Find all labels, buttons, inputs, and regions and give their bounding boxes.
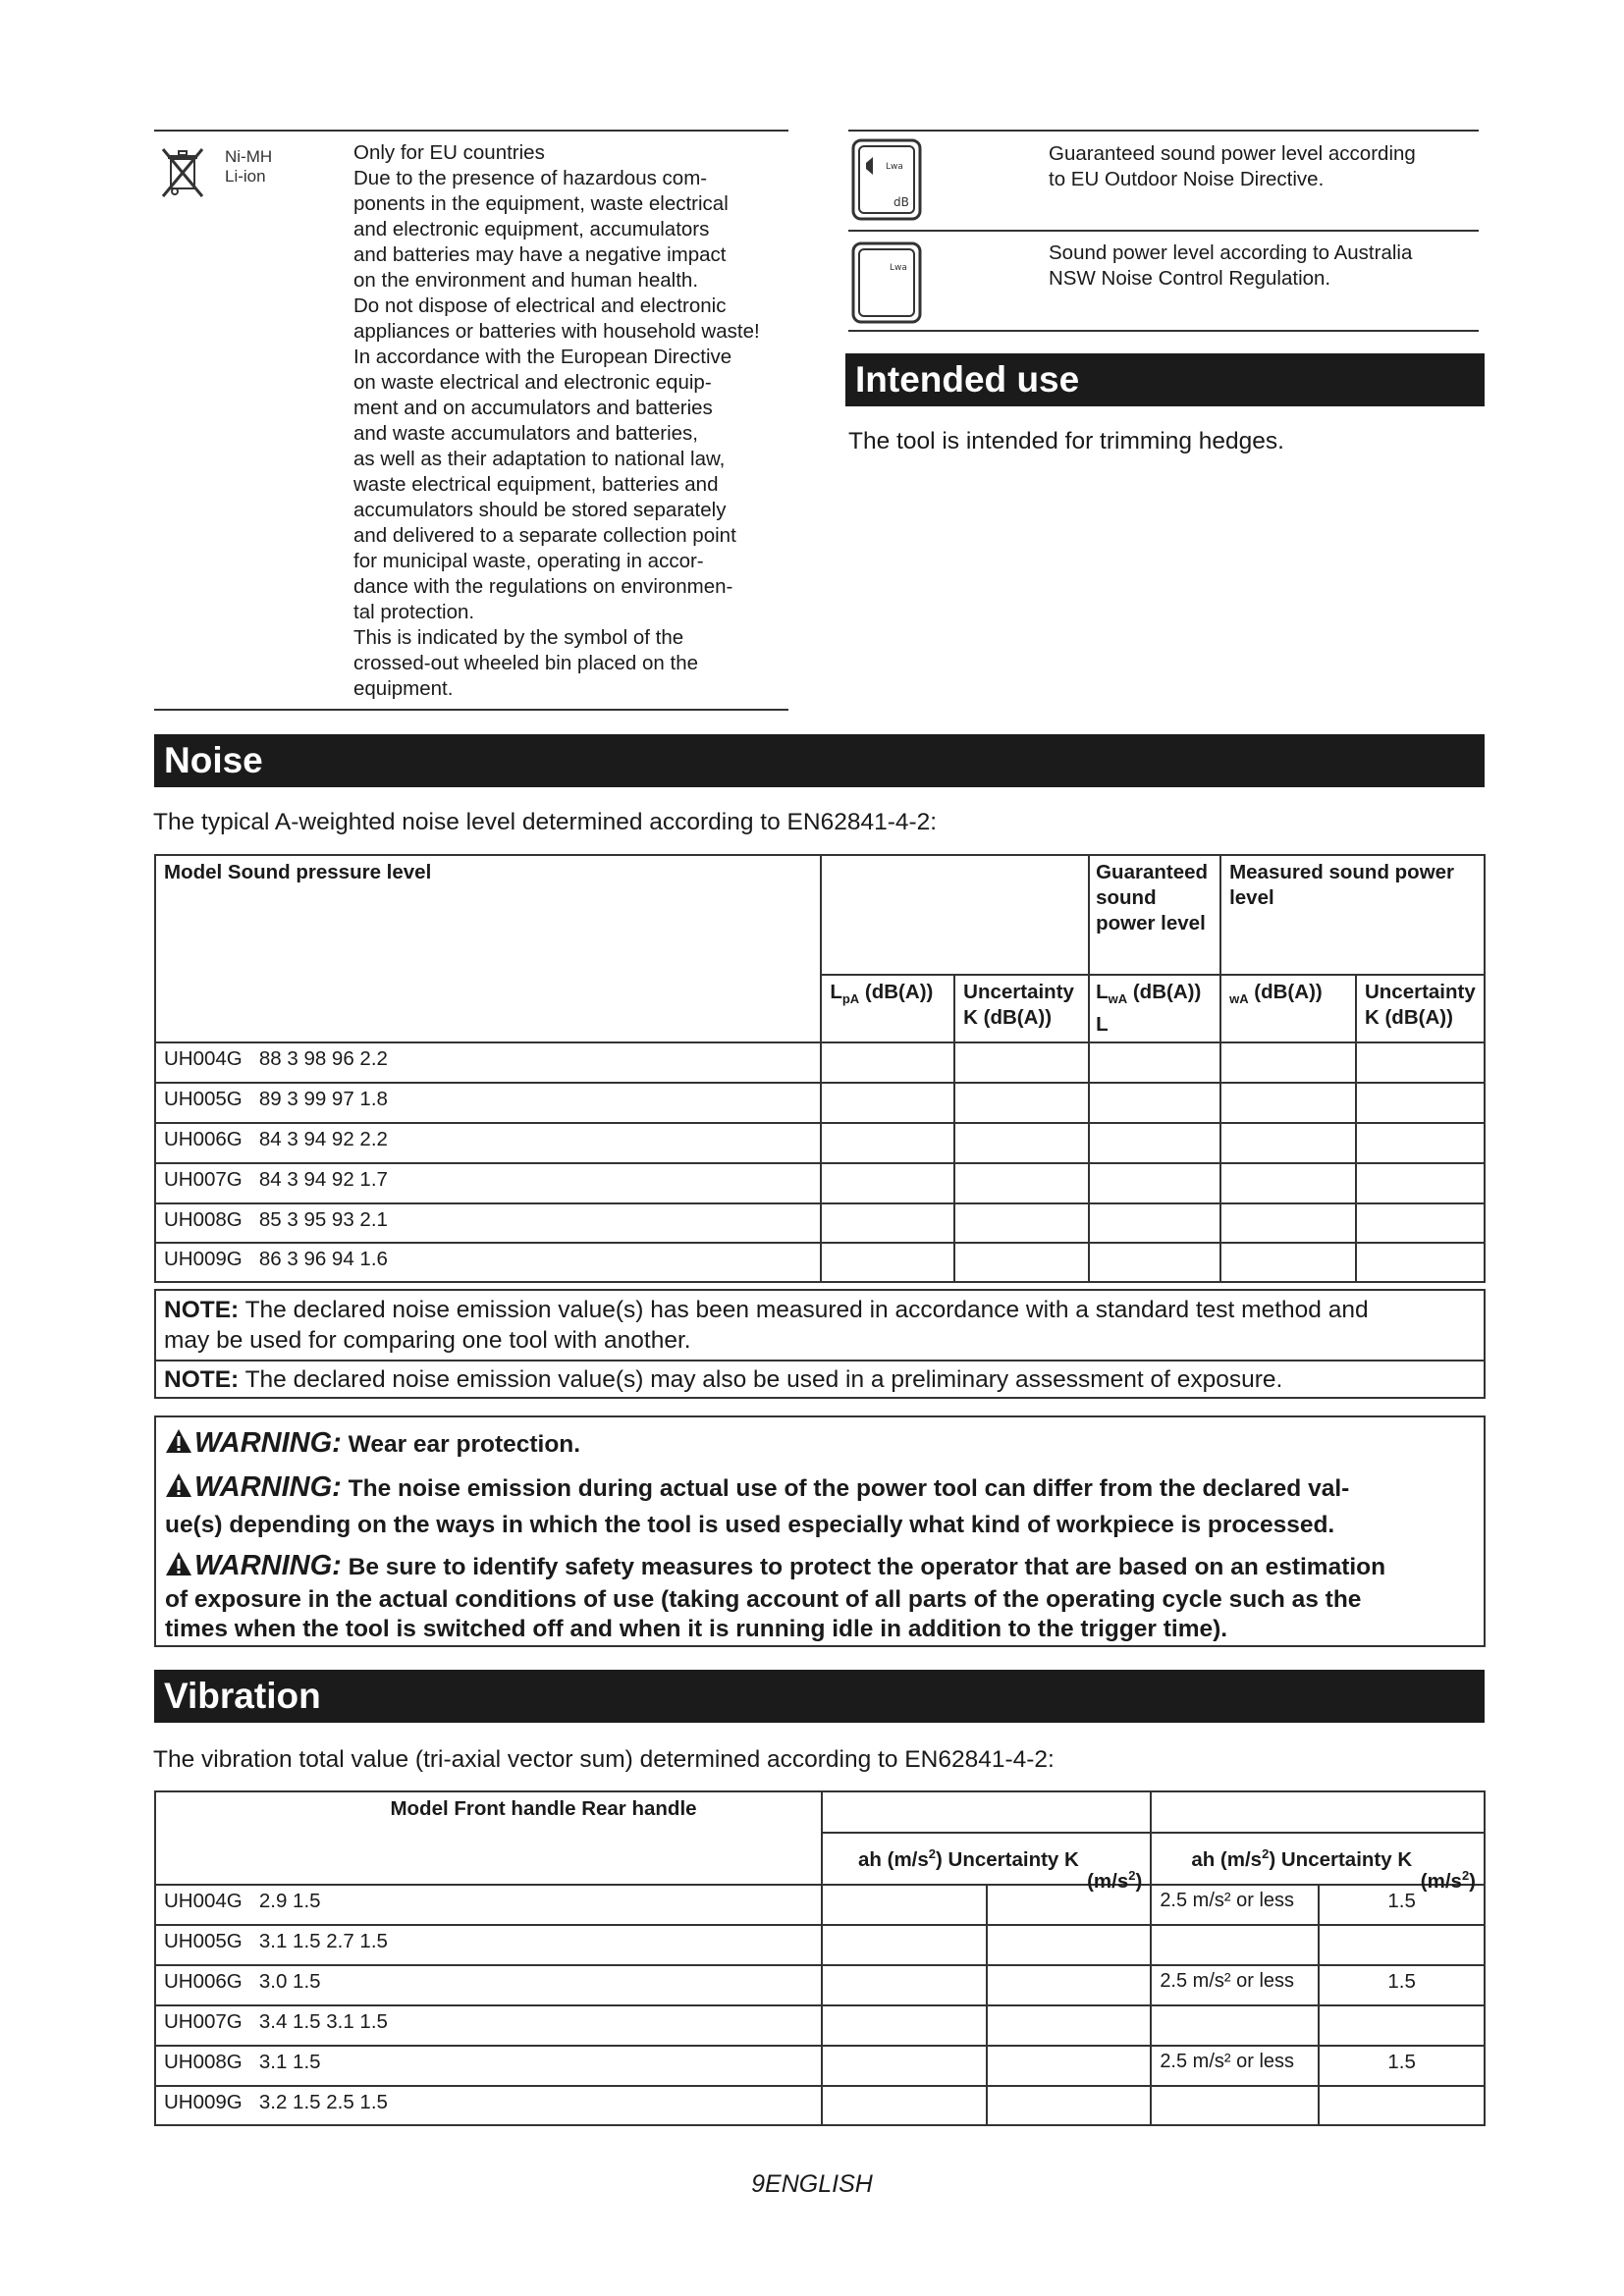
noise-row-text: UH005G 89 3 99 97 1.8 [155, 1083, 821, 1123]
table-row [155, 1083, 1485, 1123]
vibration-heading: Vibration [154, 1670, 1485, 1723]
warning-icon [165, 1428, 192, 1454]
noise-heading: Noise [154, 734, 1485, 787]
noise-sub-unc2: Uncertainty K (dB(A)) [1356, 975, 1485, 1042]
intended-use-heading: Intended use [845, 353, 1485, 406]
vibration-rear-k: 1.5 [1319, 1885, 1485, 1925]
table-row [155, 1965, 1485, 2005]
warning-2-cont: ue(s) depending on the ways in which the tool is used especially what kind of workpiece is processed. [165, 1512, 1335, 1538]
vibration-row-text: UH004G 2.9 1.5 [155, 1885, 822, 1925]
table-row [155, 1042, 1485, 1083]
vibration-rear-k [1319, 1925, 1485, 1965]
eu-sound-power-text: Guaranteed sound power level according to EU Outdoor Noise Directive. [1049, 142, 1416, 190]
table-row [155, 1243, 1485, 1282]
table-row [155, 2086, 1485, 2125]
intended-use-text: The tool is intended for trimming hedges. [848, 428, 1284, 454]
table-row [155, 1123, 1485, 1163]
table-row [155, 1885, 1485, 1925]
note-1-cont: may be used for comparing one tool with another. [164, 1327, 691, 1354]
aus-sound-power-icon [850, 240, 923, 325]
vibration-row-text: UH005G 3.1 1.5 2.7 1.5 [155, 1925, 822, 1965]
vibration-row-text: UH009G 3.2 1.5 2.5 1.5 [155, 2086, 822, 2125]
vibration-rear-k [1319, 2086, 1485, 2125]
table-row [155, 2005, 1485, 2046]
noise-row-text: UH009G 86 3 96 94 1.6 [155, 1243, 821, 1282]
sound-top-rule [848, 130, 1479, 132]
svg-text:Lwa: Lwa [886, 162, 903, 172]
noise-head-blank [821, 855, 1089, 975]
vibration-table [154, 1790, 1486, 2126]
warning-2: WARNING: The noise emission during actual use of the power tool can differ from the declared val- [165, 1472, 1481, 1504]
page-footer: 9ENGLISH [751, 2170, 873, 2198]
vibration-rear-ah [1151, 2086, 1319, 2125]
vibration-rear-k [1319, 2005, 1485, 2046]
noise-sub-lwa2: $_{wA}$ (dB(A)) [1220, 975, 1356, 1042]
noise-row-text: UH004G 88 3 98 96 2.2 [155, 1042, 821, 1083]
weee-text: Only for EU countries Due to the presence of hazardous com- ponents in the equipment, waste electrical and electronic equipment, accumulators and batteries may have a negative impact on the environment and human health. Do not dispose of electrical and electronic appliances or batteries with household waste! In accordance with the European Directive on waste electrical and electronic equip- ment and on accumulators and batteries and waste accumulators and batteries, as well as their adaptation to national law, waste electrical equipment, batteries and accumulators should be stored separately and delivered to a separate collection point for municipal waste, operating in accor- dance with the regulations on environmen- tal protection. This is indicated by the symbol of the crossed-out wheeled bin placed on the equipment. [353, 141, 760, 700]
vibration-row-text: UH008G 3.1 1.5 [155, 2046, 822, 2086]
noise-intro: The typical A-weighted noise level determined according to EN62841-4-2: [153, 809, 938, 835]
warning-1: WARNING: Wear ear protection. [165, 1428, 1481, 1460]
note-2: NOTE: The declared noise emission value(s) may also be used in a preliminary assessment of exposure. [164, 1366, 1283, 1393]
noise-head-model: Model Sound pressure level [155, 855, 821, 1042]
battery-type-li-ion: Li-ion [225, 167, 266, 186]
noise-table [154, 854, 1486, 1283]
vibration-intro: The vibration total value (tri-axial vector sum) determined according to EN62841-4-2: [153, 1746, 1055, 1773]
warning-icon [165, 1472, 192, 1498]
noise-sub-lpa: $L_{pA}$ (dB(A)) [821, 975, 954, 1042]
vibration-head-blank-rear [1151, 1791, 1485, 1833]
crossed-bin-icon [159, 145, 208, 204]
aus-sound-power-text: Sound power level according to Australia NSW Noise Control Regulation. [1049, 241, 1413, 290]
vibration-rear-ah [1151, 1925, 1319, 1965]
vibration-rear-k: 1.5 [1319, 2046, 1485, 2086]
vibration-row-text: UH007G 3.4 1.5 3.1 1.5 [155, 2005, 822, 2046]
vibration-rear-ah [1151, 2005, 1319, 2046]
vibration-rear-ah: 2.5 m/s² or less [1151, 1885, 1319, 1925]
noise-head-measured: Measured sound power level [1220, 855, 1485, 975]
table-row [155, 1203, 1485, 1243]
vibration-row-text: UH006G 3.0 1.5 [155, 1965, 822, 2005]
warning-3-cont1: of exposure in the actual conditions of use (taking account of all parts of the operating cycle such as the [165, 1586, 1362, 1613]
sound-mid-rule [848, 230, 1479, 232]
table-row [155, 1925, 1485, 1965]
vibration-head-model: Model Front handle Rear handle [155, 1791, 822, 1885]
eu-sound-power-icon [850, 137, 923, 222]
weee-top-rule [154, 130, 788, 132]
battery-type-ni-mh: Ni-MH [225, 147, 273, 166]
warning-3-cont2: times when the tool is switched off and when it is running idle in addition to the trigger time). [165, 1616, 1228, 1642]
noise-row-text: UH008G 85 3 95 93 2.1 [155, 1203, 821, 1243]
svg-text:Lwa: Lwa [890, 263, 907, 273]
table-row [155, 1163, 1485, 1203]
vibration-head-blank-front [822, 1791, 1151, 1833]
noise-row-text: UH007G 84 3 94 92 1.7 [155, 1163, 821, 1203]
warning-3: WARNING: Be sure to identify safety measures to protect the operator that are based on an estimation [165, 1551, 1481, 1582]
vibration-head-rear-ah: ah $(m/s^2)$ Uncertainty K $(m/s^2)$ [1151, 1833, 1485, 1885]
noise-sub-lwa1: $L_{wA}$ (dB(A)) L [1089, 975, 1220, 1042]
note-1: NOTE: The declared noise emission value(s) has been measured in accordance with a standard test method and [164, 1297, 1369, 1323]
vibration-rear-ah: 2.5 m/s² or less [1151, 1965, 1319, 2005]
sound-bottom-rule [848, 330, 1479, 332]
note-divider [154, 1360, 1486, 1362]
noise-sub-unc1: Uncertainty K (dB(A)) [954, 975, 1089, 1042]
vibration-rear-k: 1.5 [1319, 1965, 1485, 2005]
weee-bottom-rule [154, 709, 788, 711]
noise-head-guaranteed: Guaranteed sound power level [1089, 855, 1220, 975]
vibration-head-front-ah: ah $(m/s^2)$ Uncertainty K $(m/s^2)$ [822, 1833, 1151, 1885]
noise-row-text: UH006G 84 3 94 92 2.2 [155, 1123, 821, 1163]
table-row [155, 2046, 1485, 2086]
warning-icon [165, 1551, 192, 1576]
vibration-rear-ah: 2.5 m/s² or less [1151, 2046, 1319, 2086]
svg-text:dB: dB [893, 195, 909, 209]
